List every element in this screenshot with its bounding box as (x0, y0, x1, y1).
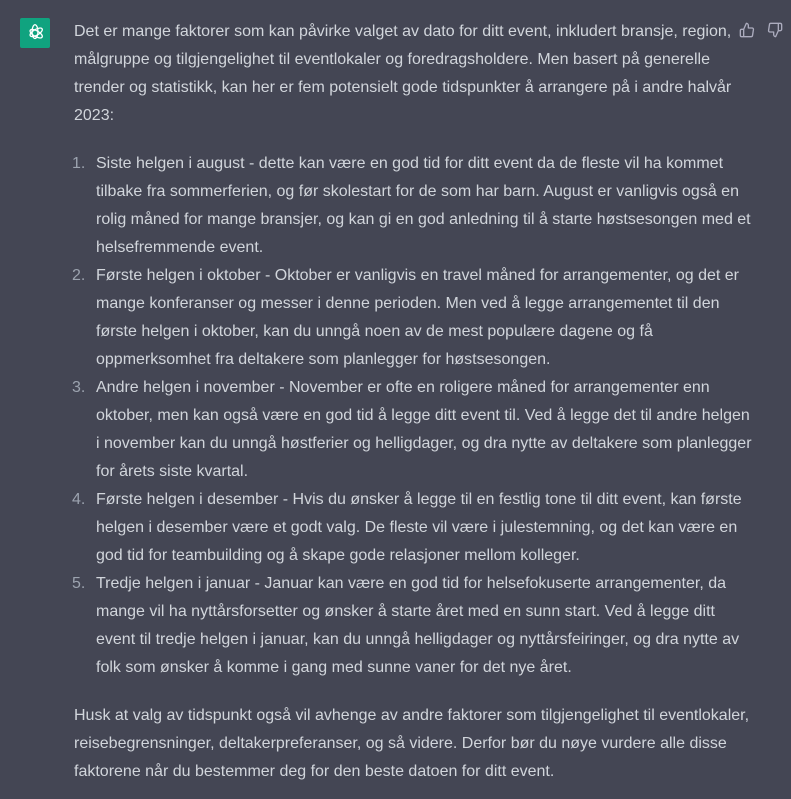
list-item (74, 486, 754, 570)
thumbs-down-button[interactable] (767, 22, 783, 38)
list-item (74, 374, 754, 486)
thumbs-down-icon (767, 22, 783, 38)
assistant-avatar (20, 18, 50, 48)
assistant-message (74, 18, 754, 786)
list-item-text: Første helgen i oktober - Oktober er vanligvis en travel måned for arrangementer, og det er mange konferanser og messer i denne perioden. Men ved å legge arrangementet til den første helgen i oktober, kan du unngå noen av de mest populære dagene og få oppmerksomhet fra deltakere som planlegger for høstsesongen. (96, 267, 739, 368)
list-item-text: Siste helgen i august - dette kan være en god tid for ditt event da de fleste vil ha kommet tilbake fra sommerferien, og før skolestart for de som har barn. August er vanligvis også en rolig måned for mange bransjer, og kan gi en god anledning til å starte høstsesongen med et helsefremmende event. (96, 155, 751, 256)
list-item (74, 570, 754, 682)
list-item-text: Første helgen i desember - Hvis du ønsker å legge til en festlig tone til ditt event, kan første helgen i desember være et godt valg. De fleste vil være i julestemning, og det kan være en god tid for teambuilding og å skape gode relasjoner mellom kolleger. (96, 491, 742, 564)
message-outro: Husk at valg av tidspunkt også vil avhenge av andre faktorer som tilgjengelighet til eventlokaler, reisebegrensninger, deltakerpreferanser, og så videre. Derfor bør du nøye vurdere alle disse faktorene når du bestemmer deg for den beste datoen for ditt event. (74, 707, 750, 780)
list-number: 5. (72, 575, 86, 592)
list-number: 1. (72, 155, 86, 172)
list-item-text: Andre helgen i november - November er ofte en roligere måned for arrangementer enn oktober, men kan også være en god tid å legge ditt event til. Ved å legge det til andre helgen i november kan du unngå høstferier og helligdager, og dra nytte av deltakere som planlegger for årets siste kvartal. (96, 379, 752, 480)
list-item (74, 150, 754, 262)
message-intro: Det er mange faktorer som kan påvirke valget av dato for ditt event, inkludert bransje, region, målgruppe og tilgjengelighet til eventlokaler og foredragsholdere. Men basert på generelle trender og statistikk, kan her er fem potensielt gode tidspunkter å arrangere på i andre halvår 2023: (74, 23, 732, 124)
list-number: 4. (72, 491, 86, 508)
openai-logo-icon (24, 22, 46, 44)
list-item-text: Tredje helgen i januar - Januar kan være en god tid for helsefokuserte arrangementer, da mange vil ha nyttårsforsetter og ønsker å starte året med en sunn start. Ved å legge ditt event til tredje helgen i januar, kan du unngå helligdager og nyttårsfeiringer, og dra nytte av folk som ønsker å komme i gang med sunne vaner for det nye året. (96, 575, 740, 676)
list-item (74, 262, 754, 374)
list-number: 2. (72, 267, 86, 284)
list-number: 3. (72, 379, 86, 396)
suggestion-list (74, 150, 754, 682)
